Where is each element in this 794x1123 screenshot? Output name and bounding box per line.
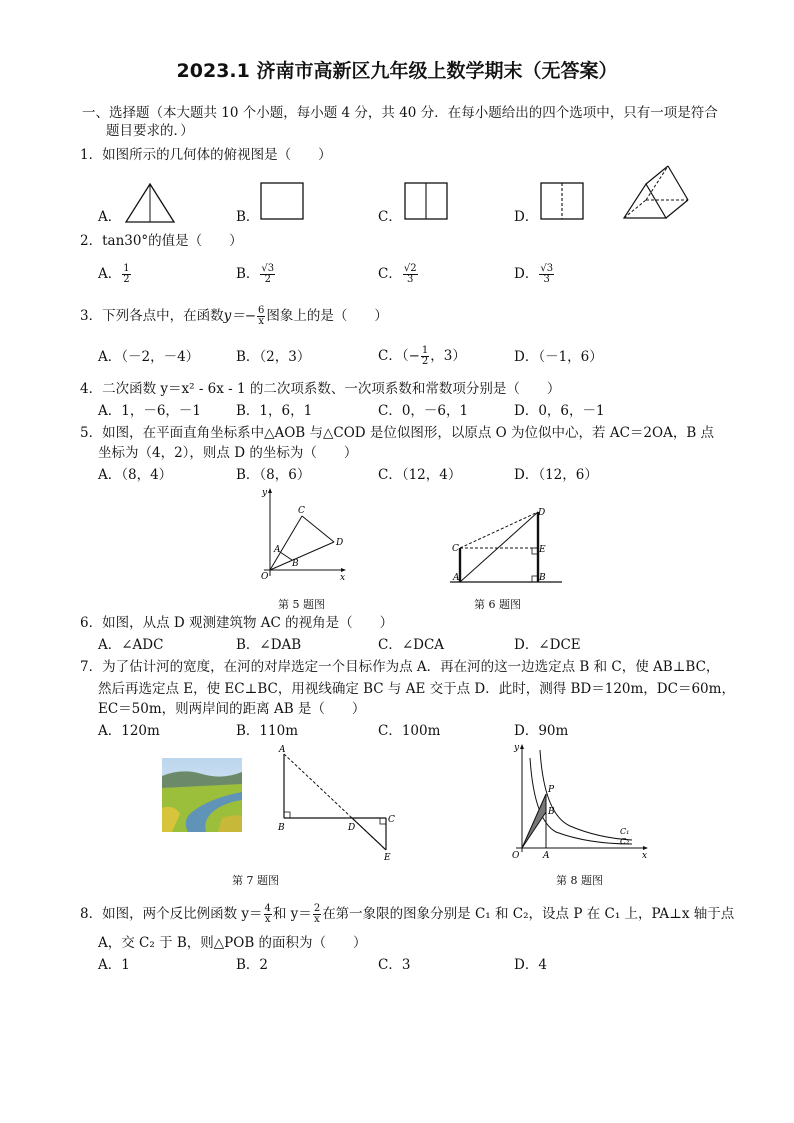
q4-option-b: B．1，6，1 — [236, 403, 313, 419]
q3-function-denominator: x — [258, 316, 265, 327]
q8-option-d: D．4 — [514, 957, 547, 973]
fig8-label-o: O — [512, 851, 520, 861]
fig5-label-b: B — [292, 559, 299, 569]
q8-option-c: C．3 — [378, 957, 411, 973]
fig6-caption: 第 6 题图 — [474, 598, 521, 611]
q6-option-c: C．∠DCA — [378, 637, 445, 653]
q5-option-b: B．（8，6） — [236, 467, 311, 483]
fig7-river-figure — [274, 744, 404, 864]
q3-option-c-pre: C．（− — [378, 348, 420, 364]
q1-stem: 1．如图所示的几何体的俯视图是（ ） — [80, 147, 332, 163]
fig5-caption: 第 5 题图 — [278, 598, 325, 611]
section-instruction-line1: 一、选择题（本大题共 10 个小题，每小题 4 分，共 40 分．在每小题给出的四个选项中，只有一项是符合 — [82, 105, 718, 121]
q3-option-b: B．（2，3） — [236, 349, 311, 365]
q1-option-b: B． — [236, 209, 260, 225]
q5-stem-line2: 坐标为（4，2），则点 D 的坐标为（ ） — [98, 445, 358, 461]
fig8-label-y: y — [514, 743, 520, 753]
q2-stem: 2．tan30°的值是（ ） — [80, 233, 243, 249]
fig5-label-a: A — [274, 545, 281, 555]
page-title: 2023.1 济南市高新区九年级上数学期末（无答案） — [176, 60, 618, 82]
q2-option-d-fraction — [539, 264, 554, 285]
q2-option-b — [236, 264, 276, 285]
fig7-label-c: C — [388, 815, 395, 825]
q5-stem-line1: 5．如图，在平面直角坐标系中△AOB 与△COD 是位似图形，以原点 O 为位似中心，若 AC＝2OA，B 点 — [80, 425, 715, 441]
fig7-label-a: A — [279, 745, 286, 755]
fig5-label-o: O — [261, 572, 269, 582]
q1-option-d: D． — [514, 209, 539, 225]
q1-option-b-figure — [258, 180, 308, 225]
q3-function-fraction — [257, 306, 265, 327]
q7-option-b: B．110m — [236, 723, 298, 739]
q4-stem: 4．二次函数 y＝x² - 6x - 1 的二次项系数、一次项系数和常数项分别是（ ） — [80, 381, 561, 397]
q1-option-a: A． — [98, 209, 122, 225]
fig8-hyperbola-figure — [508, 740, 654, 864]
fig6-label-a: A — [453, 573, 460, 583]
q2-option-a-denominator: 2 — [123, 274, 130, 285]
q3-option-c-numerator: 1 — [421, 345, 429, 356]
q8-function1-fraction — [264, 904, 272, 925]
fig6-label-c: C — [452, 544, 459, 554]
q7-stem-line3: EC＝50m，则两岸间的距离 AB 是（ ） — [98, 701, 366, 717]
q4-option-c: C．0，－6，1 — [378, 403, 469, 419]
q6-stem: 6．如图，从点 D 观测建筑物 AC 的视角是（ ） — [80, 615, 394, 631]
q3-function: y＝− — [223, 308, 257, 324]
fig7-label-e: E — [384, 853, 391, 863]
q5-option-d: D．（12，6） — [514, 467, 598, 483]
fig5-coordinate-figure — [252, 484, 352, 584]
q2-option-b-numerator: √3 — [261, 263, 275, 274]
q7-option-d: D．90m — [514, 723, 569, 739]
q6-option-b: B．∠DAB — [236, 637, 302, 653]
section-instruction-line2: 题目要求的．） — [106, 123, 194, 139]
q8-option-b: B．2 — [236, 957, 269, 973]
q1-option-d-figure — [538, 180, 588, 225]
q3-function-numerator: 6 — [258, 305, 265, 316]
fig8-label-p: P — [548, 785, 555, 795]
q2-option-a-fraction — [122, 264, 130, 285]
q3-option-a: A．（－2，－4） — [98, 349, 200, 365]
q2-option-b-label: B． — [236, 266, 260, 282]
fig8-label-b: B — [548, 807, 555, 817]
q2-option-c-label: C． — [378, 266, 402, 282]
q8-function2-numerator: 2 — [313, 903, 321, 914]
q8-stem-line1 — [80, 904, 734, 925]
q2-option-d-label: D． — [514, 266, 539, 282]
q3-option-c — [378, 346, 466, 367]
q3-option-c-fraction — [421, 346, 429, 367]
fig5-label-d: D — [336, 538, 344, 548]
q4-option-d: D．0，6，－1 — [514, 403, 605, 419]
q1-solid-prism-figure — [616, 162, 696, 224]
fig6-label-b: B — [539, 573, 546, 583]
q8-function2-fraction — [313, 904, 321, 925]
fig7-caption: 第 7 题图 — [232, 874, 279, 887]
fig5-label-c: C — [298, 506, 305, 516]
q8-option-a: A．1 — [98, 957, 130, 973]
q8-stem-pre: 8．如图，两个反比例函数 y＝ — [80, 906, 263, 922]
q2-option-d — [514, 264, 555, 285]
q3-stem-post: 图象上的是（ ） — [266, 308, 388, 324]
q5-option-a: A．（8，4） — [98, 467, 173, 483]
q8-stem-line2: A，交 C₂ 于 B，则△POB 的面积为（ ） — [98, 935, 367, 951]
q2-option-a-label: A． — [98, 266, 122, 282]
q1-option-a-figure — [120, 180, 180, 225]
q2-option-a-numerator: 1 — [123, 263, 130, 274]
q1-option-c-figure — [402, 180, 452, 225]
fig5-label-y: y — [262, 488, 268, 498]
fig8-caption: 第 8 题图 — [556, 874, 603, 887]
q3-stem-pre: 3．下列各点中，在函数 — [80, 308, 224, 324]
q3-option-c-post: ，3） — [430, 348, 466, 364]
fig6-label-e: E — [539, 545, 546, 555]
q2-option-c-denominator: 3 — [407, 274, 414, 285]
q8-function2-denominator: x — [314, 914, 320, 925]
fig6-building-figure — [446, 504, 566, 588]
q8-function1-numerator: 4 — [264, 903, 271, 914]
q2-option-c-fraction — [403, 264, 418, 285]
q3-stem — [80, 306, 388, 327]
q6-option-a: A．∠ADC — [98, 637, 164, 653]
q7-option-c: C．100m — [378, 723, 441, 739]
q2-option-c-numerator: √2 — [403, 263, 417, 274]
fig8-label-x: x — [642, 851, 648, 861]
fig7-label-d: D — [348, 823, 356, 833]
q3-option-d: D．（－1，6） — [514, 349, 603, 365]
q2-option-c — [378, 264, 419, 285]
q1-option-c: C． — [378, 209, 402, 225]
q3-option-c-denominator: 2 — [421, 356, 429, 367]
q8-function1-denominator: x — [264, 914, 271, 925]
q2-option-d-numerator: √3 — [540, 263, 554, 274]
fig8-label-c2: C₂ — [620, 837, 630, 846]
q2-option-b-fraction — [260, 264, 275, 285]
q6-option-d: D．∠DCE — [514, 637, 581, 653]
fig6-label-d: D — [538, 508, 546, 518]
q5-option-c: C．（12，4） — [378, 467, 462, 483]
fig7-label-b: B — [278, 823, 285, 833]
q7-river-photo — [162, 758, 242, 832]
q8-stem-mid: 和 y＝ — [272, 906, 312, 922]
q2-option-a — [98, 264, 132, 285]
q7-stem-line2: 然后再选定点 E，使 EC⊥BC，用视线确定 BC 与 AE 交于点 D．此时，测得 BD＝120m，DC＝60m， — [98, 681, 735, 697]
fig5-label-x: x — [340, 573, 346, 583]
q4-option-a: A．1，－6，－1 — [98, 403, 202, 419]
q2-option-b-denominator: 2 — [264, 274, 271, 285]
q7-stem-line1: 7．为了估计河的宽度，在河的对岸选定一个目标作为点 A．再在河的这一边选定点 B 和 C，使 AB⊥BC， — [80, 659, 720, 675]
fig8-label-c1: C₁ — [620, 827, 630, 836]
q8-stem-post: 在第一象限的图象分别是 C₁ 和 C₂，设点 P 在 C₁ 上，PA⊥x 轴于点 — [322, 906, 735, 922]
q2-option-d-denominator: 3 — [543, 274, 550, 285]
fig8-label-a: A — [543, 851, 550, 861]
q7-option-a: A．120m — [98, 723, 160, 739]
